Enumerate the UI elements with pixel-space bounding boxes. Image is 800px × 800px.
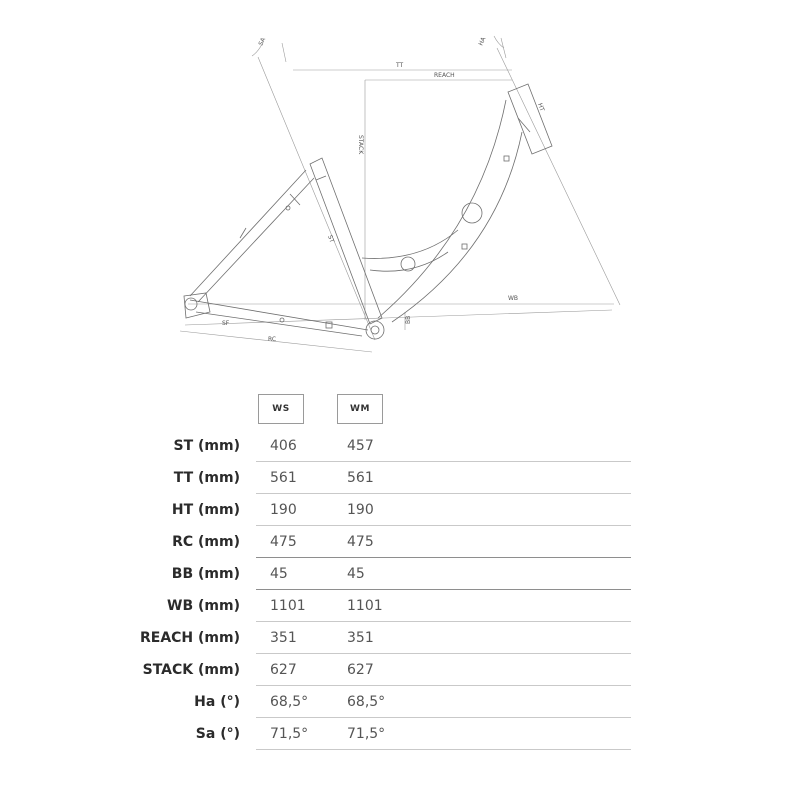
- down-tube: [378, 100, 506, 318]
- table-row: [0, 527, 800, 559]
- label-sf: SF: [222, 320, 230, 327]
- label-tt: TT: [396, 62, 404, 69]
- value-wm: 45: [347, 566, 365, 582]
- value-wm: 351: [347, 630, 374, 646]
- table-row: [0, 655, 800, 687]
- label-ht: HT: [536, 102, 546, 113]
- row-label: Sa (°): [195, 726, 240, 742]
- table-row: [0, 431, 800, 463]
- table-row: [0, 623, 800, 655]
- row-divider: [256, 621, 631, 622]
- value-wm: 71,5°: [347, 726, 386, 742]
- seat-stay: [190, 170, 306, 296]
- row-divider: [256, 749, 631, 750]
- value-wm: 68,5°: [347, 694, 386, 710]
- value-ws: 406: [270, 438, 297, 454]
- label-stack: STACK: [357, 135, 364, 155]
- table-row: [0, 719, 800, 751]
- frame-geometry-diagram: [0, 0, 800, 380]
- label-bb: BB: [405, 315, 412, 324]
- value-wm: 561: [347, 470, 374, 486]
- value-wm: 475: [347, 534, 374, 550]
- head-angle-dimension-line: [497, 48, 620, 305]
- row-label: ST (mm): [173, 438, 240, 454]
- value-wm: 457: [347, 438, 374, 454]
- seat-angle-dimension-line: [258, 57, 375, 340]
- row-label: REACH (mm): [139, 630, 240, 646]
- row-label: HT (mm): [171, 502, 240, 518]
- row-label: BB (mm): [171, 566, 240, 582]
- row-divider: [256, 653, 631, 654]
- label-reach: REACH: [434, 72, 455, 79]
- size-header-ws: WS: [258, 394, 304, 424]
- value-ws: 475: [270, 534, 297, 550]
- row-divider: [256, 685, 631, 686]
- size-header-wm: WM: [337, 394, 383, 424]
- value-wm: 1101: [347, 598, 383, 614]
- row-divider: [256, 461, 631, 462]
- bottom-bracket: [366, 321, 384, 339]
- row-label: Ha (°): [194, 694, 240, 710]
- head-tube: [508, 84, 552, 154]
- value-ws: 68,5°: [270, 694, 309, 710]
- row-divider: [256, 589, 631, 590]
- label-sa: SA: [257, 36, 268, 47]
- row-divider: [256, 557, 631, 558]
- table-row: [0, 591, 800, 623]
- row-label: RC (mm): [172, 534, 240, 550]
- label-rc: RC: [268, 336, 277, 343]
- value-ws: 190: [270, 502, 297, 518]
- row-label: STACK (mm): [142, 662, 240, 678]
- label-st: ST: [326, 234, 336, 244]
- geometry-table: [0, 431, 800, 751]
- row-label: TT (mm): [173, 470, 240, 486]
- value-ws: 45: [270, 566, 288, 582]
- value-ws: 627: [270, 662, 297, 678]
- row-divider: [256, 493, 631, 494]
- label-wb: WB: [508, 295, 519, 302]
- table-row: [0, 495, 800, 527]
- value-wm: 627: [347, 662, 374, 678]
- label-ha: HA: [477, 36, 488, 47]
- row-divider: [256, 717, 631, 718]
- value-ws: 71,5°: [270, 726, 309, 742]
- table-row: [0, 687, 800, 719]
- row-label: WB (mm): [167, 598, 240, 614]
- value-ws: 351: [270, 630, 297, 646]
- table-row: [0, 559, 800, 591]
- value-wm: 190: [347, 502, 374, 518]
- table-row: [0, 463, 800, 495]
- seat-tube: [310, 158, 382, 324]
- row-divider: [256, 525, 631, 526]
- value-ws: 1101: [270, 598, 306, 614]
- value-ws: 561: [270, 470, 297, 486]
